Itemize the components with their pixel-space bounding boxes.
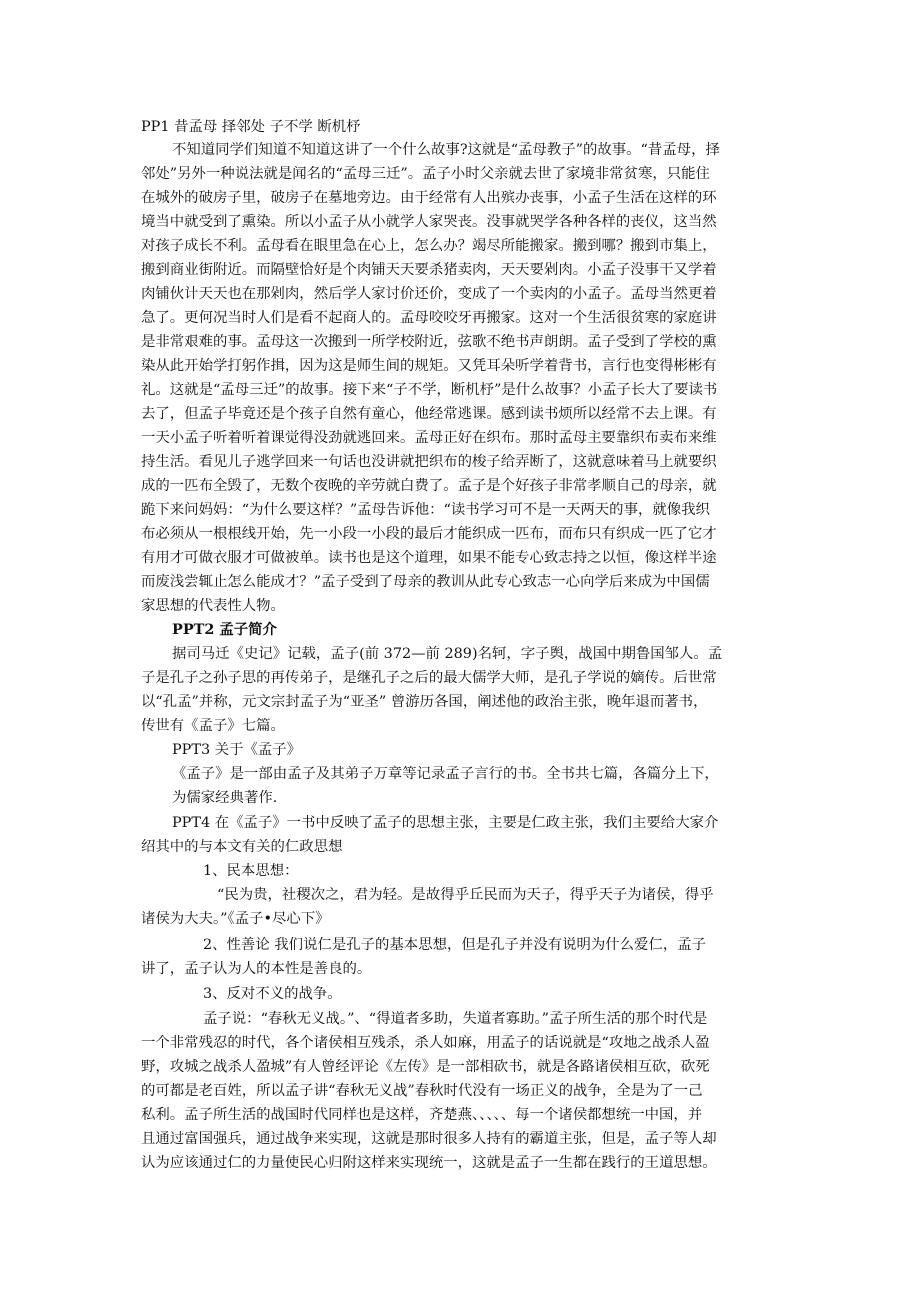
paragraph-line: 私利。孟子所生活的战国时代同样也是这样，齐楚燕、、、、、每一个诸侯都想统一中国，并 <box>141 1107 703 1123</box>
paragraph-line: 为儒家经典著作. <box>172 790 278 806</box>
paragraph-line: 绍其中的与本文有关的仁政思想 <box>141 839 343 855</box>
paragraph-line: 不知道同学们知道不知道这讲了一个什么故事?这就是“孟母教子”的故事。“昔孟母，择 <box>172 142 720 158</box>
paragraph-line: 认为应该通过仁的力量使民心归附这样来实现统一，这就是孟子一生都在践行的王道思想。 <box>141 1155 717 1171</box>
section2-heading: PPT2 孟子简介 <box>172 621 277 638</box>
paragraph-line: 境当中就受到了熏染。所以小孟子从小就学人家哭丧。没事就哭学各种各样的丧仪，这当然 <box>141 214 717 230</box>
paragraph-line: 传世有《孟子》七篇。 <box>141 718 285 734</box>
paragraph-line: 持生活。看见儿子逃学回来一句话也没讲就把织布的梭子给弄断了，这就意味着马上就要织 <box>141 454 717 470</box>
point2-line: 2、性善论 我们说仁是孔子的基本思想，但是孔子并没有说明为什么爱仁，孟子 <box>203 937 707 953</box>
quote-line: 诸侯为大夫。”《孟子•尽心下》 <box>141 911 330 927</box>
paragraph-line: 是非常艰难的事。孟母这一次搬到一所学校附近，弦歌不绝书声朗朗。孟子受到了学校的熏 <box>141 334 717 350</box>
paragraph-line: 去了，但孟子毕竟还是个孩子自然有童心，他经常逃课。感到读书烦所以经常不去上课。有 <box>141 406 717 422</box>
paragraph-line: 在城外的破房子里，破房子在墓地旁边。由于经常有人出殡办丧事，小孟子生活在这样的环 <box>141 190 717 206</box>
paragraph-line: 而废浅尝辄止怎么能成才？”孟子受到了母亲的教训从此专心致志一心向学后来成为中国儒 <box>141 574 710 590</box>
paragraph-line: 急了。更何况当时人们是看不起商人的。孟母咬咬牙再搬家。这对一个生活很贫寒的家庭讲 <box>141 310 717 326</box>
paragraph-line: 且通过富国强兵，通过战争来实现，这就是那时很多人持有的霸道主张，但是，孟子等人却 <box>141 1131 717 1147</box>
point3-title: 3、反对不义的战争。 <box>203 986 342 1002</box>
paragraph-line: 对孩子成长不利。孟母看在眼里急在心上，怎么办？竭尽所能搬家。搬到哪？搬到市集上， <box>141 238 717 254</box>
paragraph-line: 《孟子》是一部由孟子及其弟子万章等记录孟子言行的书。全书共七篇，各篇分上下， <box>172 766 719 782</box>
paragraph-line: 礼。这就是“孟母三迁”的故事。接下来“子不学，断机杼”是什么故事？小孟子长大了要读书 <box>141 382 718 398</box>
section3-heading: PPT3 关于《孟子》 <box>172 742 302 758</box>
paragraph-line: 肉铺伙计天天也在那剁肉，然后学人家讨价还价，变成了一个卖肉的小孟子。孟母当然更着 <box>141 286 717 302</box>
section1-heading: PP1 昔孟母 择邻处 子不学 断机杼 <box>141 119 361 135</box>
quote-line: “民为贵，社稷次之，君为轻。是故得乎丘民而为天子，得乎天子为诸侯，得乎 <box>217 887 714 903</box>
paragraph-line: 孟子说：“春秋无义战。”、“得道者多助，失道者寡助。”孟子所生活的那个时代是 <box>203 1011 708 1027</box>
paragraph-line: 子是孔子之孙子思的再传弟子，是继孔子之后的最大儒学大师，是孔子学说的嫡传。后世常 <box>141 670 717 686</box>
paragraph-line: 野，攻城之战杀人盈城”有人曾经评论《左传》是一部相砍书，就是各路诸侯相互砍，砍死 <box>141 1059 710 1075</box>
paragraph-line: 布必须从一根根线开始，先一小段一小段的最后才能织成一匹布，而布只有织成一匹了它才 <box>141 526 717 542</box>
section4-intro-line: PPT4 在《孟子》一书中反映了孟子的思想主张，主要是仁政主张，我们主要给大家介 <box>172 815 719 831</box>
paragraph-line: 搬到商业街附近。而隔壁恰好是个肉铺天天要杀猪卖肉，天天要剁肉。小孟子没事干又学着 <box>141 262 717 278</box>
paragraph-line: 的可都是老百姓，所以孟子讲“春秋无义战”春秋时代没有一场正义的战争，全是为了一己 <box>141 1083 703 1099</box>
paragraph-line: 一天小孟子听着听着课觉得没劲就逃回来。孟母正好在织布。那时孟母主要靠织布卖布来维 <box>141 430 717 446</box>
paragraph-line: 家思想的代表性人物。 <box>141 598 285 614</box>
paragraph-line: 讲了，孟子认为人的本性是善良的。 <box>141 961 372 977</box>
paragraph-line: 以“孔孟”并称，元文宗封孟子为“亚圣” 曾游历各国，阐述他的政治主张，晚年退而著书， <box>141 694 708 710</box>
paragraph-line: 邻处”另外一种说法就是闻名的“孟母三迁”。孟子小时父亲就去世了家境非常贫寒，只能住 <box>141 166 710 182</box>
paragraph-line: 成的一匹布全毁了，无数个夜晚的辛劳就白费了。孟子是个好孩子非常孝顺自己的母亲，就 <box>141 478 717 494</box>
paragraph-line: 有用才可做衣服才可做被单。读书也是这个道理，如果不能专心致志持之以恒，像这样半途 <box>141 550 717 566</box>
paragraph-line: 一个非常残忍的时代，各个诸侯相互残杀，杀人如麻，用孟子的话说就是“攻地之战杀人盈 <box>141 1035 710 1051</box>
paragraph-line: 跪下来问妈妈：“为什么要这样？”孟母告诉他：“读书学习可不是一天两天的事，就像我织 <box>141 502 710 518</box>
paragraph-line: 染从此开始学打躬作揖，因为这是师生间的规矩。又凭耳朵听学着背书，言行也变得彬彬有 <box>141 358 717 374</box>
point1-title: 1、民本思想： <box>203 863 299 879</box>
paragraph-line: 据司马迁《史记》记载，孟子(前 372—前 289)名轲，字子舆，战国中期鲁国邹人。孟 <box>172 646 723 662</box>
